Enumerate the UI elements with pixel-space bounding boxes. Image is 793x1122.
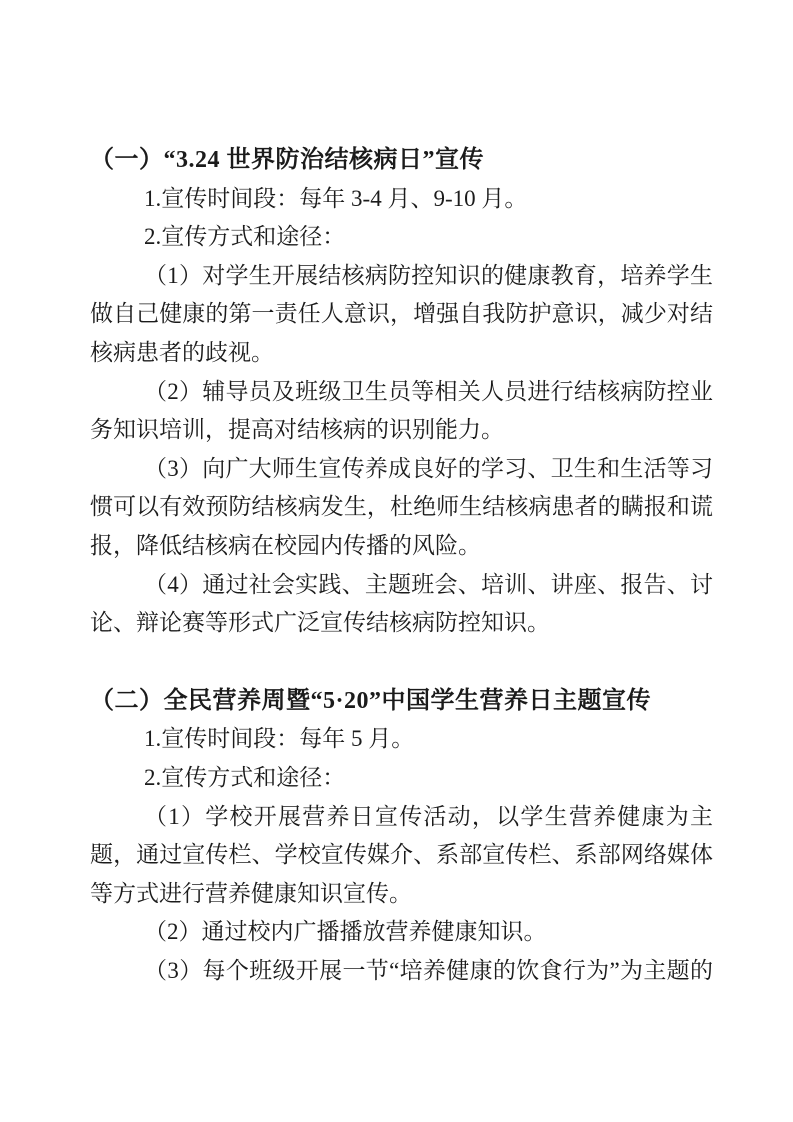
section-2-item-methods: 2.宣传方式和途径：	[144, 764, 346, 790]
section-2-heading: （二）全民营养周暨“5·20”中国学生营养日主题宣传	[90, 687, 652, 714]
section-1-paragraph-3: （3）向广大师生宣传养成良好的学习、卫生和生活等习惯可以有效预防结核病发生，杜绝师生结核病患者的瞒报和谎报，降低结核病在校园内传播的风险。	[90, 455, 713, 558]
section-tuberculosis-day	[90, 141, 713, 643]
section-2-paragraph-3-continued-next-page: （3）每个班级开展一节“培养健康的饮食行为”为主题的	[144, 957, 713, 983]
section-2-paragraph-1: （1）学校开展营养日宣传活动，以学生营养健康为主题，通过宣传栏、学校宣传媒介、系部宣传栏、系部网络媒体等方式进行营养健康知识宣传。	[90, 803, 713, 906]
section-1-item-methods: 2.宣传方式和途径：	[144, 224, 346, 250]
section-1-item-schedule: 1.宣传时间段：每年 3-4 月、9-10 月。	[144, 185, 528, 211]
section-2-paragraph-2: （2）通过校内广播播放营养健康知识。	[144, 919, 547, 945]
section-1-heading: （一）“3.24 世界防治结核病日”宣传	[90, 147, 484, 173]
section-1-paragraph-1: （1）对学生开展结核病防控知识的健康教育，培养学生做自己健康的第一责任人意识，增强自我防护意识，减少对结核病患者的歧视。	[90, 262, 713, 365]
section-nutrition-week	[90, 682, 713, 991]
section-2-item-schedule: 1.宣传时间段：每年 5 月。	[144, 726, 415, 752]
section-1-paragraph-4: （4）通过社会实践、主题班会、培训、讲座、报告、讨论、辩论赛等形式广泛宣传结核病防控知识。	[90, 571, 713, 636]
section-1-paragraph-2: （2）辅导员及班级卫生员等相关人员进行结核病防控业务知识培训，提高对结核病的识别能力。	[90, 378, 713, 443]
